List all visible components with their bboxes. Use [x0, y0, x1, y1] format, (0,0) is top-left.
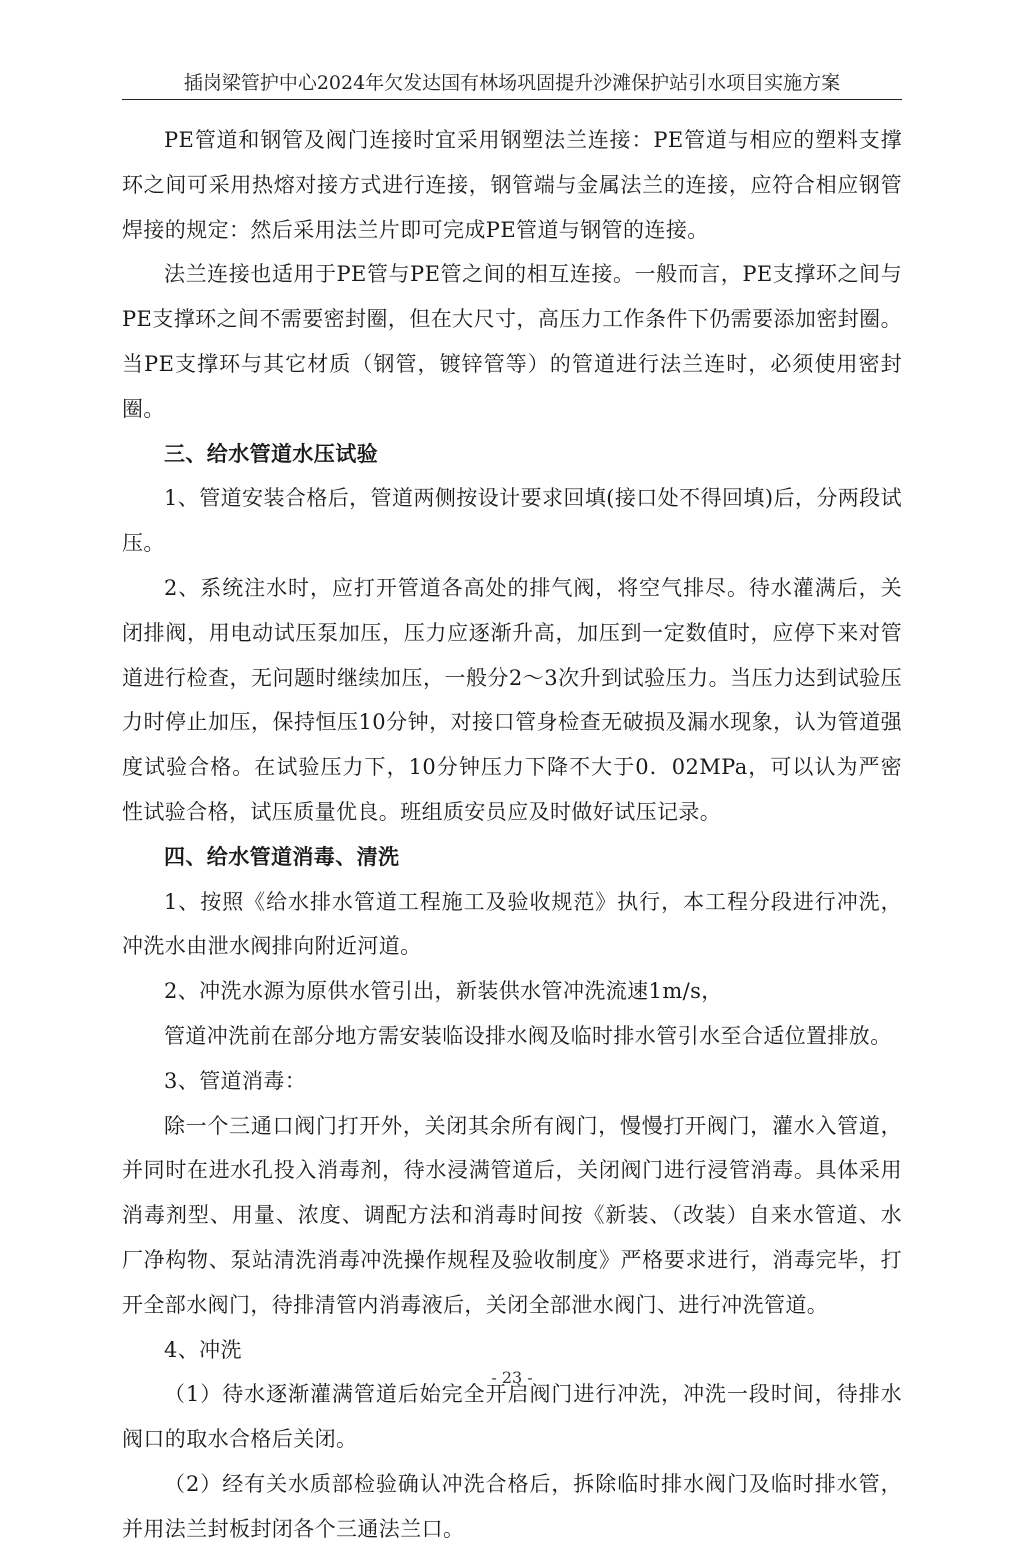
section-heading: 四、给水管道消毒、清洗 — [164, 844, 400, 869]
page-number: - 23 - — [491, 1368, 533, 1387]
paragraph: 4、冲洗 — [164, 1337, 242, 1362]
paragraph: 管道冲洗前在部分地方需安装临设排水阀及临时排水管引水至合适位置排放。 — [164, 1023, 892, 1048]
paragraph: （2）经有关水质部检验确认冲洗合格后，拆除临时排水阀门及临时排水管，并用法兰封板封闭各个三通法兰口。 — [122, 1471, 902, 1541]
paragraph: 2、冲洗水源为原供水管引出，新装供水管冲洗流速1m/s， — [164, 979, 723, 1004]
header-divider — [122, 99, 902, 100]
paragraph: 3、管道消毒： — [164, 1068, 307, 1093]
paragraph: 1、按照《给水排水管道工程施工及验收规范》执行，本工程分段进行冲洗，冲洗水由泄水阀排向附近河道。 — [122, 889, 902, 959]
paragraph: 法兰连接也适用于PE管与PE管之间的相互连接。一般而言，PE支撑环之间与PE支撑环之间不需要密封圈，但在大尺寸，高压力工作条件下仍需要添加密封圈。当PE支撑环与其它材质（钢管，镀锌管等）的管道进行法兰连时，必须使用密封圈。 — [122, 262, 902, 421]
paragraph: PE管道和钢管及阀门连接时宜采用钢塑法兰连接：PE管道与相应的塑料支撑环之间可采用热熔对接方式进行连接，钢管端与金属法兰的连接，应符合相应钢管焊接的规定：然后采用法兰片即可完成PE管道与钢管的连接。 — [122, 128, 902, 242]
paragraph: 1、管道安装合格后，管道两侧按设计要求回填(接口处不得回填)后，分两段试压。 — [122, 486, 902, 556]
paragraph: （1）待水逐渐灌满管道后始完全开启阀门进行冲洗，冲洗一段时间，待排水阀口的取水合格后关闭。 — [122, 1382, 902, 1452]
document-body — [122, 118, 902, 1552]
page-header: 插岗梁管护中心2024年欠发达国有林场巩固提升沙滩保护站引水项目实施方案 — [183, 72, 841, 94]
section-heading: 三、给水管道水压试验 — [164, 441, 378, 466]
paragraph: 除一个三通口阀门打开外，关闭其余所有阀门，慢慢打开阀门，灌水入管道，并同时在进水孔投入消毒剂，待水浸满管道后，关闭阀门进行浸管消毒。具体采用消毒剂型、用量、浓度、调配方法和消毒时间按《新装、（改装）自来水管道、水厂净构物、泵站清洗消毒冲洗操作规程及验收制度》严格要求进行，消毒完毕，打开全部水阀门，待排清管内消毒液后，关闭全部泄水阀门、进行冲洗管道。 — [122, 1113, 902, 1317]
paragraph: 2、系统注水时，应打开管道各高处的排气阀，将空气排尽。待水灌满后，关闭排阀，用电动试压泵加压，压力应逐渐升高，加压到一定数值时，应停下来对管道进行检查，无问题时继续加压，一般分2～3次升到试验压力。当压力达到试验压力时停止加压，保持恒压10分钟，对接口管身检查无破损及漏水现象，认为管道强度试验合格。在试验压力下，10分钟压力下降不大于0．02MPa，可以认为严密性试验合格，试压质量优良。班组质安员应及时做好试压记录。 — [122, 575, 902, 824]
